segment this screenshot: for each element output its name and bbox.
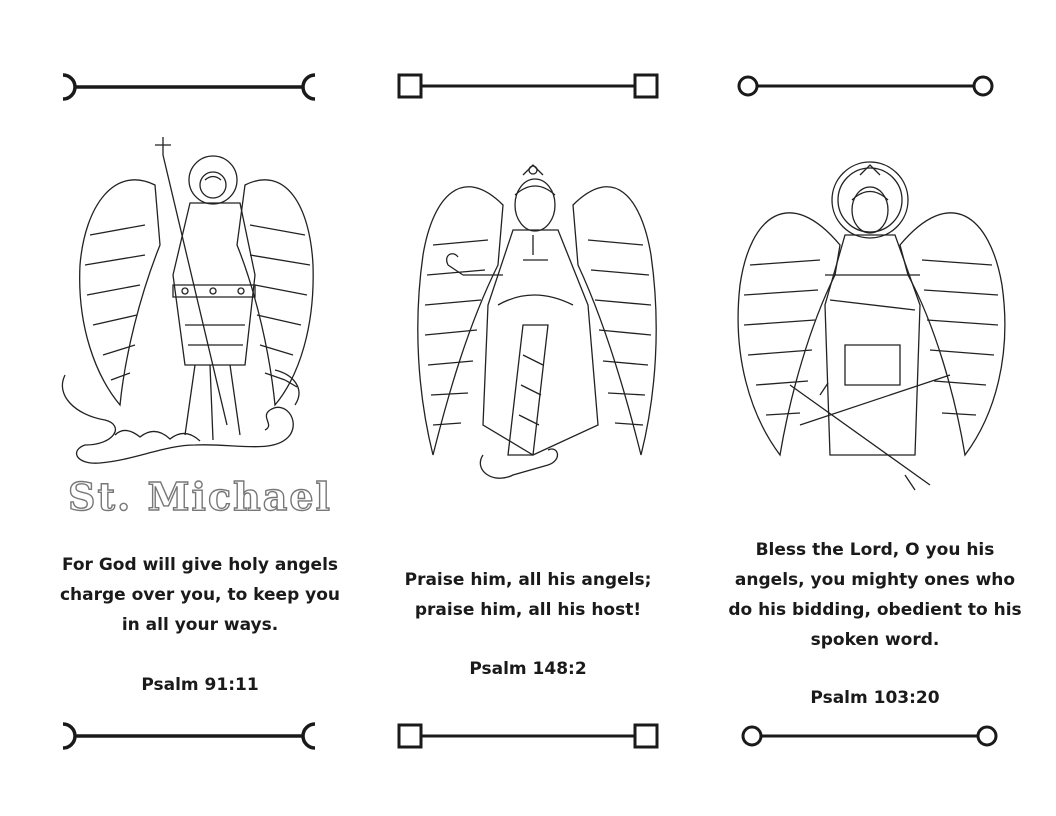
top-divider-half-circle (45, 72, 355, 102)
verse-line: spoken word. (810, 630, 940, 650)
bookmark-card-bless (720, 0, 1030, 816)
verse-citation: Psalm 91:11 (141, 675, 259, 695)
verse-text (45, 550, 355, 640)
verse-citation: Psalm 148:2 (469, 659, 587, 679)
verse-line: Praise him, all his angels; (404, 570, 652, 590)
verse-line: charge over you, to keep you (59, 585, 341, 605)
art-title-text: St. Michael (68, 474, 332, 519)
bottom-divider-square (373, 721, 683, 751)
verse-line: do his bidding, obedient to his (728, 600, 1022, 620)
verse-line: praise him, all his host! (414, 600, 642, 620)
verse-text (373, 565, 683, 625)
verse-line: in all your ways. (121, 615, 279, 635)
angel-with-banner-illustration (373, 125, 683, 525)
verse-citation: Psalm 103:20 (810, 688, 940, 708)
bottom-divider-circle (720, 721, 1030, 751)
bottom-divider-half-circle (45, 721, 355, 751)
verse-line: For God will give holy angels (61, 555, 339, 575)
angel-with-sword-illustration (720, 125, 1030, 525)
verse-line: angels, you mighty ones who (734, 570, 1016, 590)
top-divider-circle (720, 71, 1030, 101)
verse-line: Bless the Lord, O you his (755, 540, 995, 560)
top-divider-square (373, 71, 683, 101)
bookmark-card-st-michael (45, 0, 355, 816)
verse-text (720, 535, 1030, 655)
st-michael-illustration (45, 125, 355, 525)
bookmark-card-praise (373, 0, 683, 816)
